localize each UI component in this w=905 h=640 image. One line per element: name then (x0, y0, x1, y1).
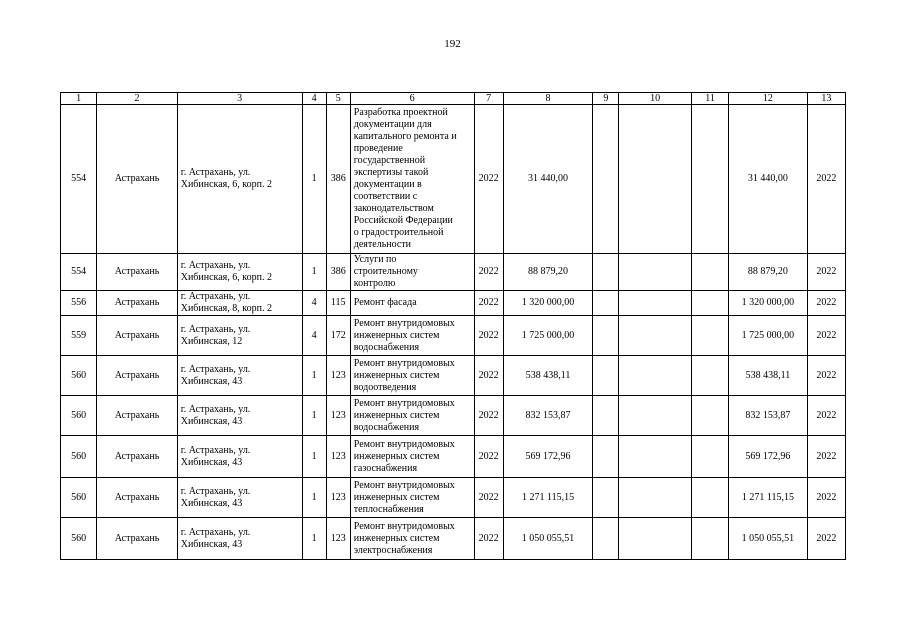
total-amount-cell: 569 172,96 (729, 436, 808, 478)
address-cell: г. Астрахань, ул. Хибинская, 43 (177, 436, 302, 478)
col9-cell (593, 316, 619, 356)
col4-cell: 1 (302, 105, 326, 254)
col11-cell (691, 291, 728, 316)
row-number: 554 (61, 254, 97, 291)
end-year-cell: 2022 (807, 316, 845, 356)
col5-cell: 386 (326, 254, 350, 291)
column-number: 5 (326, 93, 350, 105)
col10-cell (619, 478, 691, 518)
col11-cell (691, 254, 728, 291)
col5-cell: 172 (326, 316, 350, 356)
row-number: 560 (61, 518, 97, 560)
col4-cell: 1 (302, 254, 326, 291)
col9-cell (593, 478, 619, 518)
repair-plan-table (60, 92, 846, 560)
col9-cell (593, 356, 619, 396)
address-cell: г. Астрахань, ул. Хибинская, 43 (177, 356, 302, 396)
col5-cell: 123 (326, 396, 350, 436)
work-description-cell: Ремонт внутридомовых инженерных систем теплоснабжения (350, 478, 474, 518)
col10-cell (619, 356, 691, 396)
end-year-cell: 2022 (807, 105, 845, 254)
end-year-cell: 2022 (807, 396, 845, 436)
total-amount-cell: 1 320 000,00 (729, 291, 808, 316)
year-cell: 2022 (474, 291, 503, 316)
year-cell: 2022 (474, 254, 503, 291)
city-cell: Астрахань (97, 396, 178, 436)
amount-cell: 1 050 055,51 (503, 518, 593, 560)
row-number: 559 (61, 316, 97, 356)
table-row (61, 396, 846, 436)
end-year-cell: 2022 (807, 254, 845, 291)
col10-cell (619, 316, 691, 356)
column-number: 12 (729, 93, 808, 105)
amount-cell: 1 271 115,15 (503, 478, 593, 518)
end-year-cell: 2022 (807, 356, 845, 396)
amount-cell: 538 438,11 (503, 356, 593, 396)
address-cell: г. Астрахань, ул. Хибинская, 6, корп. 2 (177, 105, 302, 254)
col9-cell (593, 254, 619, 291)
total-amount-cell: 538 438,11 (729, 356, 808, 396)
address-cell: г. Астрахань, ул. Хибинская, 6, корп. 2 (177, 254, 302, 291)
year-cell: 2022 (474, 356, 503, 396)
table-row (61, 356, 846, 396)
row-number: 560 (61, 396, 97, 436)
col5-cell: 123 (326, 518, 350, 560)
column-number: 9 (593, 93, 619, 105)
work-description-cell: Ремонт внутридомовых инженерных систем водоснабжения (350, 396, 474, 436)
total-amount-cell: 31 440,00 (729, 105, 808, 254)
amount-cell: 1 725 000,00 (503, 316, 593, 356)
table-row (61, 291, 846, 316)
row-number: 560 (61, 356, 97, 396)
work-description-cell: Ремонт внутридомовых инженерных систем газоснабжения (350, 436, 474, 478)
address-cell: г. Астрахань, ул. Хибинская, 43 (177, 396, 302, 436)
city-cell: Астрахань (97, 478, 178, 518)
year-cell: 2022 (474, 316, 503, 356)
amount-cell: 88 879,20 (503, 254, 593, 291)
address-cell: г. Астрахань, ул. Хибинская, 8, корп. 2 (177, 291, 302, 316)
city-cell: Астрахань (97, 436, 178, 478)
table-row (61, 478, 846, 518)
column-number: 8 (503, 93, 593, 105)
col5-cell: 115 (326, 291, 350, 316)
amount-cell: 1 320 000,00 (503, 291, 593, 316)
col11-cell (691, 518, 728, 560)
col9-cell (593, 436, 619, 478)
year-cell: 2022 (474, 105, 503, 254)
column-number: 1 (61, 93, 97, 105)
table-row (61, 436, 846, 478)
col11-cell (691, 436, 728, 478)
col11-cell (691, 478, 728, 518)
col10-cell (619, 436, 691, 478)
col9-cell (593, 105, 619, 254)
col10-cell (619, 254, 691, 291)
col5-cell: 123 (326, 356, 350, 396)
row-number: 556 (61, 291, 97, 316)
col5-cell: 123 (326, 478, 350, 518)
year-cell: 2022 (474, 436, 503, 478)
col9-cell (593, 396, 619, 436)
column-number: 6 (350, 93, 474, 105)
col10-cell (619, 396, 691, 436)
city-cell: Астрахань (97, 291, 178, 316)
work-description-cell: Ремонт фасада (350, 291, 474, 316)
col10-cell (619, 105, 691, 254)
amount-cell: 569 172,96 (503, 436, 593, 478)
year-cell: 2022 (474, 396, 503, 436)
col4-cell: 1 (302, 396, 326, 436)
column-number: 13 (807, 93, 845, 105)
col4-cell: 4 (302, 316, 326, 356)
total-amount-cell: 88 879,20 (729, 254, 808, 291)
row-number: 554 (61, 105, 97, 254)
work-description-cell: Услуги по строительному контролю (350, 254, 474, 291)
total-amount-cell: 1 050 055,51 (729, 518, 808, 560)
col4-cell: 4 (302, 291, 326, 316)
address-cell: г. Астрахань, ул. Хибинская, 43 (177, 478, 302, 518)
col4-cell: 1 (302, 436, 326, 478)
column-number: 7 (474, 93, 503, 105)
amount-cell: 31 440,00 (503, 105, 593, 254)
year-cell: 2022 (474, 518, 503, 560)
table-row (61, 254, 846, 291)
column-number: 10 (619, 93, 691, 105)
table-row (61, 105, 846, 254)
amount-cell: 832 153,87 (503, 396, 593, 436)
col5-cell: 386 (326, 105, 350, 254)
end-year-cell: 2022 (807, 478, 845, 518)
table-row (61, 518, 846, 560)
col10-cell (619, 518, 691, 560)
year-cell: 2022 (474, 478, 503, 518)
column-number: 3 (177, 93, 302, 105)
city-cell: Астрахань (97, 356, 178, 396)
column-number-row (61, 93, 846, 105)
col11-cell (691, 356, 728, 396)
col9-cell (593, 518, 619, 560)
work-description-cell: Ремонт внутридомовых инженерных систем водоотведения (350, 356, 474, 396)
column-number: 4 (302, 93, 326, 105)
col11-cell (691, 396, 728, 436)
address-cell: г. Астрахань, ул. Хибинская, 43 (177, 518, 302, 560)
city-cell: Астрахань (97, 316, 178, 356)
city-cell: Астрахань (97, 254, 178, 291)
page-number: 192 (444, 38, 461, 50)
work-description-cell: Ремонт внутридомовых инженерных систем электроснабжения (350, 518, 474, 560)
row-number: 560 (61, 436, 97, 478)
end-year-cell: 2022 (807, 291, 845, 316)
column-number: 11 (691, 93, 728, 105)
col4-cell: 1 (302, 518, 326, 560)
col4-cell: 1 (302, 356, 326, 396)
col5-cell: 123 (326, 436, 350, 478)
col11-cell (691, 316, 728, 356)
city-cell: Астрахань (97, 518, 178, 560)
row-number: 560 (61, 478, 97, 518)
column-number: 2 (97, 93, 178, 105)
table-row (61, 316, 846, 356)
work-description-cell: Разработка проектной документации для капитального ремонта и проведение государственной экспертизы такой документации в соответствии с законодательством Российской Федерации о градостроительной деятельности (350, 105, 474, 254)
col10-cell (619, 291, 691, 316)
col9-cell (593, 291, 619, 316)
total-amount-cell: 1 725 000,00 (729, 316, 808, 356)
city-cell: Астрахань (97, 105, 178, 254)
total-amount-cell: 1 271 115,15 (729, 478, 808, 518)
end-year-cell: 2022 (807, 436, 845, 478)
address-cell: г. Астрахань, ул. Хибинская, 12 (177, 316, 302, 356)
col11-cell (691, 105, 728, 254)
col4-cell: 1 (302, 478, 326, 518)
work-description-cell: Ремонт внутридомовых инженерных систем водоснабжения (350, 316, 474, 356)
total-amount-cell: 832 153,87 (729, 396, 808, 436)
end-year-cell: 2022 (807, 518, 845, 560)
